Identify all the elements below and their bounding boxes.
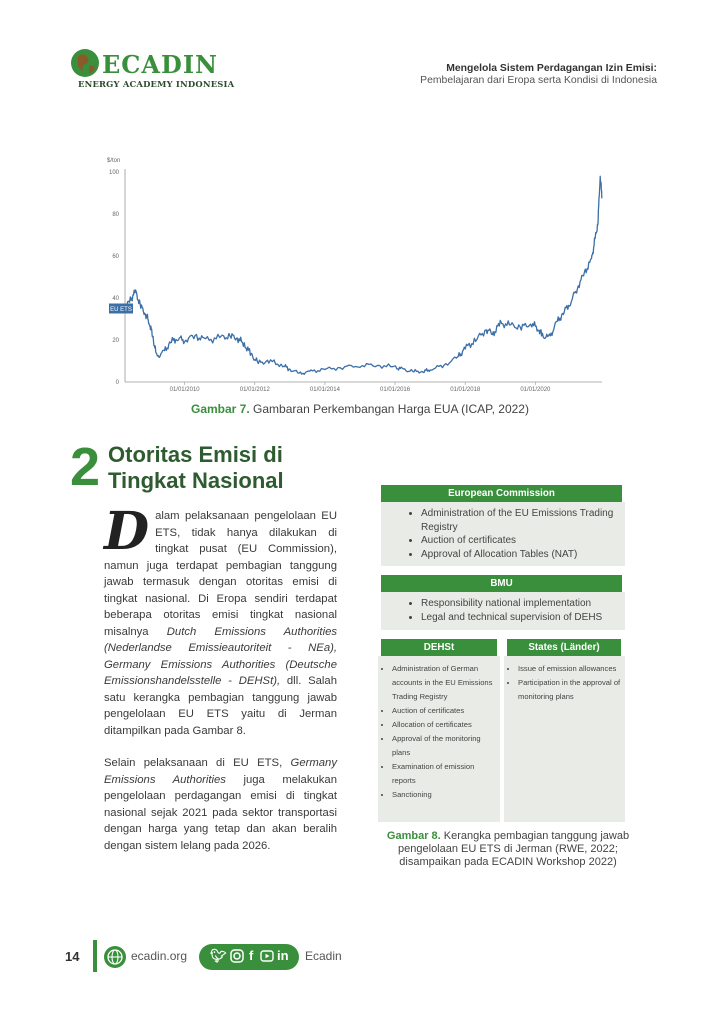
y-tick-label: 100 — [108, 170, 119, 176]
dehst-panel — [378, 656, 500, 822]
figure8-caption — [376, 830, 640, 869]
list-item: • Responsibility national implementation — [421, 597, 625, 611]
dehst-list — [378, 662, 500, 802]
body-text — [104, 501, 338, 870]
eua-price-chart — [105, 155, 605, 395]
paragraph-1-text-b: dll. Salah satu kerangka pembagian tanggung jawab pengelolaan EU ETS yaitu di Jerman ditampilkan pada Gambar 8. — [104, 675, 337, 737]
list-item: • Legal and technical supervision of DEHS — [421, 611, 625, 625]
dehst-header: DEHSt — [381, 639, 497, 656]
y-tick-label: 0 — [115, 380, 119, 386]
states-header: States (Länder) — [507, 639, 621, 656]
linkedin-icon[interactable]: in — [277, 948, 289, 963]
website-globe-icon[interactable] — [104, 946, 126, 968]
ec-header: European Commission — [381, 485, 622, 502]
series-label: EU ETS — [110, 307, 132, 313]
list-item: • Sanctioning — [392, 788, 500, 802]
y-tick-label: 60 — [112, 254, 119, 260]
logo-text: ECADIN — [102, 50, 218, 79]
ec-panel — [381, 502, 625, 566]
figure8-label: Gambar 8. — [386, 830, 441, 842]
list-item: • Approval of Allocation Tables (NAT) — [421, 548, 625, 562]
paragraph-1-text-a: alam pelaksanaan pengelolaan EU ETS, tidak hanya dilakukan di tingkat pusat (EU Commission), namun juga terdapat pembagian tanggung jawab termasuk dengan otoritas emisi di tingkat nasional. Di Eropa sendiri terdapat beberapa otoritas emisi tingkat nasional misalnya — [104, 510, 337, 638]
paragraph-1 — [104, 501, 338, 739]
header-subtitle: Pembelajaran dari Eropa serta Kondisi di Indonesia — [420, 75, 657, 86]
section-number: 2 — [70, 437, 101, 497]
x-tick-label: 01/01/2012 — [239, 387, 270, 393]
social-icons-pill — [199, 944, 299, 970]
list-item: • Auction of certificates — [421, 534, 625, 548]
list-item: • Approval of the monitoring plans — [392, 732, 500, 760]
figure7-text: Gambaran Perkembangan Harga EUA (ICAP, 2022) — [253, 402, 529, 416]
website-link[interactable]: ecadin.org — [131, 949, 188, 963]
ec-list — [381, 507, 625, 561]
page-header — [420, 63, 657, 87]
list-item: • Administration of German accounts in the EU Emissions Trading Registry — [392, 662, 500, 704]
section-title — [108, 442, 358, 494]
header-title: Mengelola Sistem Perdagangan Izin Emisi: — [446, 63, 657, 74]
list-item: • Issue of emission allowances — [518, 662, 625, 676]
x-tick-label: 01/01/2020 — [520, 387, 551, 393]
paragraph-2-text-b: juga melakukan pengelolaan perdagangan emisi di tingkat nasional sejak 2021 pada sektor transportasi dengan harga yang tetap dan akan beralih dengan sistem lelang pada 2026. — [104, 773, 337, 852]
instagram-icon[interactable] — [230, 949, 244, 966]
bmu-header: BMU — [381, 575, 622, 592]
bmu-panel — [381, 592, 625, 630]
social-handle: Ecadin — [305, 949, 342, 963]
states-list — [504, 662, 625, 704]
section-title-line2: Tingkat Nasional — [108, 468, 284, 493]
footer-divider — [93, 940, 97, 972]
paragraph-2-text-a: Selain pelaksanaan di EU ETS, — [104, 757, 291, 769]
logo-subtitle: ENERGY ACADEMY INDONESIA — [78, 79, 235, 89]
y-tick-label: 80 — [112, 212, 119, 218]
list-item: • Examination of emission reports — [392, 760, 500, 788]
paragraph-2-italic: Germany Emissions Authorities — [104, 757, 337, 786]
section-title-line1: Otoritas Emisi di — [108, 442, 283, 467]
figure7-caption — [100, 402, 620, 416]
paragraph-1-italic: Dutch Emissions Authorities (Nederlandse Emissieautoriteit - NEa), Germany Emissions Authorities (Deutsche Emissionshandelsstelle - DEHSt), — [104, 625, 338, 687]
page-number: 14 — [65, 949, 80, 964]
drop-cap: D — [104, 501, 150, 562]
bmu-list — [381, 597, 625, 624]
x-tick-label: 01/01/2018 — [450, 387, 481, 393]
series-line-eu-ets — [125, 176, 602, 374]
youtube-icon[interactable] — [260, 950, 274, 965]
list-item: • Participation in the approval of monitoring plans — [518, 676, 625, 704]
twitter-icon[interactable]: 🐦︎ — [210, 948, 227, 963]
figure8-text: Kerangka pembagian tanggung jawab pengelolaan EU ETS di Jerman (RWE, 2022; disampaikan pada ECADIN Workshop 2022) — [398, 830, 630, 868]
paragraph-2 — [104, 755, 337, 854]
list-item: • Auction of certificates — [392, 704, 500, 718]
x-tick-label: 01/01/2010 — [169, 387, 200, 393]
y-tick-label: 40 — [112, 296, 119, 302]
chart-svg — [105, 155, 605, 395]
states-panel — [504, 656, 625, 822]
list-item: • Allocation of certificates — [392, 718, 500, 732]
x-tick-label: 01/01/2016 — [380, 387, 411, 393]
list-item: • Administration of the EU Emissions Trading Registry — [421, 507, 625, 534]
facebook-icon[interactable]: f — [249, 948, 254, 963]
y-tick-label: 20 — [112, 338, 119, 344]
x-tick-label: 01/01/2014 — [309, 387, 340, 393]
figure7-label: Gambar 7. — [191, 402, 250, 416]
globe-logo-icon — [70, 48, 100, 78]
y-axis-label: $/ton — [107, 158, 121, 164]
ecadin-logo — [70, 46, 235, 94]
